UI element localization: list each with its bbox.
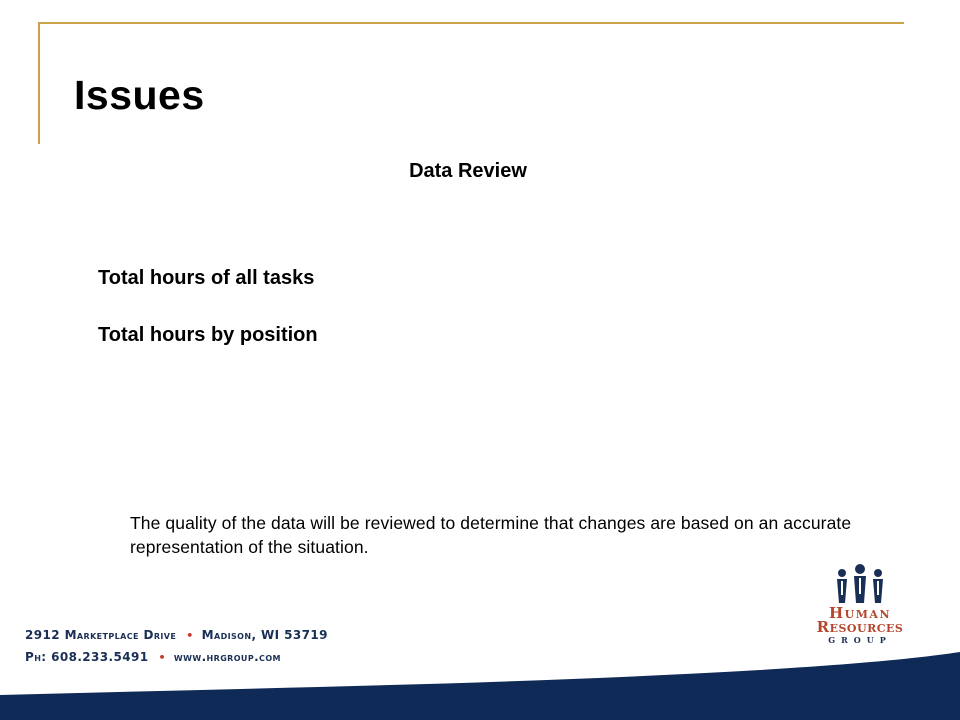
- slide-subtitle: Data Review: [409, 160, 527, 182]
- bullet-item: Total hours of all tasks: [98, 267, 315, 289]
- people-group-icon: [832, 564, 888, 604]
- footer-street: 2912 Marketplace Drive: [25, 628, 177, 642]
- footer-website: www.hrgroup.com: [173, 650, 281, 664]
- footer-phone: Ph: 608.233.5491: [25, 650, 149, 664]
- bullet-list: [98, 264, 318, 378]
- footer-city: Madison, WI 53719: [201, 628, 328, 642]
- logo-text-line2: Resources: [816, 618, 904, 636]
- footer-address-line-1: [25, 628, 328, 642]
- frame-top-line: [40, 22, 904, 24]
- separator-dot-icon: •: [186, 629, 194, 642]
- logo-text-line1: Human: [828, 604, 892, 622]
- slide-title: Issues: [74, 72, 205, 118]
- bullet-item: Total hours by position: [98, 324, 318, 346]
- company-logo: [800, 562, 920, 654]
- separator-dot-icon: •: [158, 651, 166, 664]
- logo-text-line3: GROUP: [828, 635, 892, 645]
- frame-left-line: [38, 22, 40, 144]
- footer-address-line-2: [25, 650, 281, 664]
- note-paragraph: The quality of the data will be reviewed to determine that changes are based on an accurate representation of the situation.: [130, 513, 852, 557]
